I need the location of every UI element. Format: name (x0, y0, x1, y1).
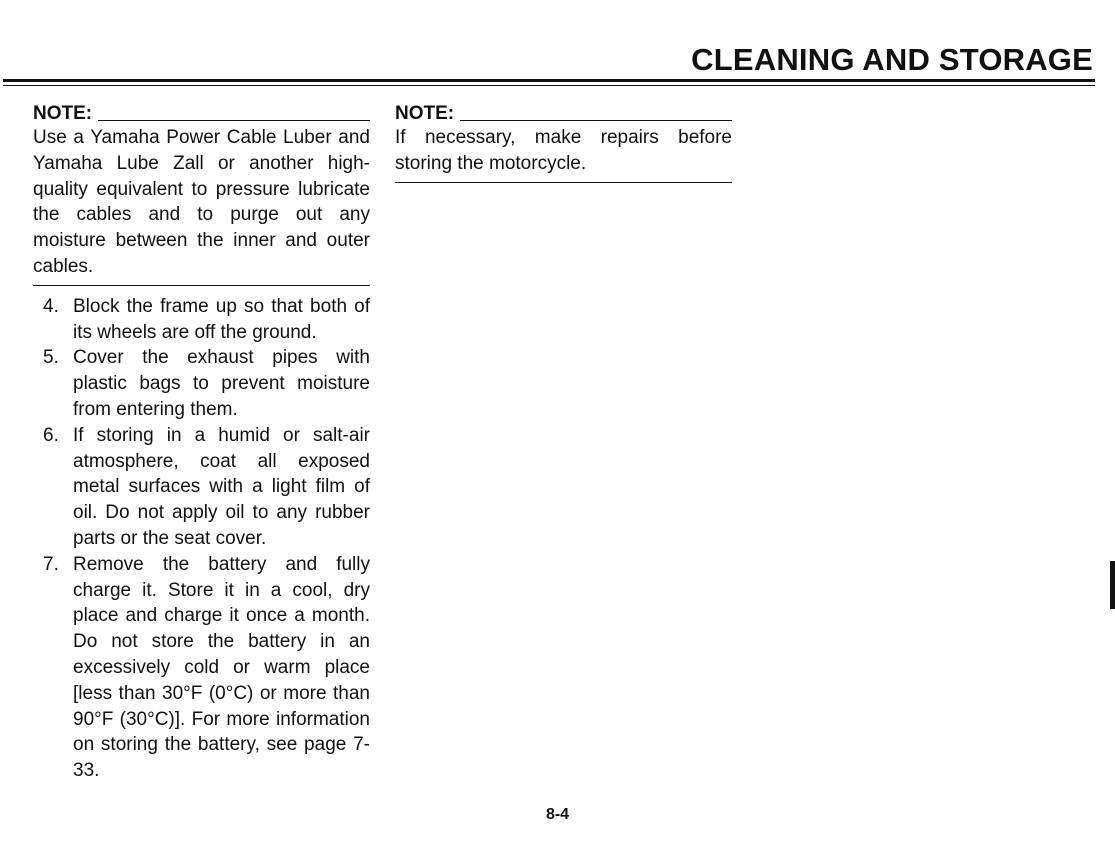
header-rule-thick (3, 79, 1095, 82)
right-column (395, 99, 732, 183)
page-title: CLEANING AND STORAGE (691, 42, 1093, 77)
note-heading (33, 99, 370, 125)
note-box-cable-lubrication (33, 99, 370, 286)
step-number: 6. (43, 424, 59, 446)
section-tab-marker (1110, 561, 1115, 609)
page-number: 8-4 (545, 806, 570, 823)
step-text: Cover the exhaust pipes with plastic bags to prevent moisture from entering them. (73, 347, 370, 420)
list-item-step-6 (33, 423, 370, 552)
note-heading-rule (98, 120, 370, 121)
step-number: 5. (43, 347, 59, 369)
storage-steps-list (33, 294, 370, 784)
list-item-step-5 (33, 345, 370, 422)
left-column (33, 99, 370, 784)
header-rule-thin (3, 85, 1095, 86)
step-text: If storing in a humid or salt-air atmosphere, coat all exposed metal surfaces with a light film of oil. Do not apply oil to any rubber parts or the seat cover. (73, 424, 370, 549)
note-heading-label: NOTE: (33, 103, 93, 124)
note-body: Use a Yamaha Power Cable Luber and Yamaha Lube Zall or another high-quality equivalent to pressure lubricate the cables and to purge out any moisture between the inner and outer cables. (33, 125, 370, 286)
note-box-repairs (395, 99, 732, 183)
note-heading (395, 99, 732, 125)
note-heading-label: NOTE: (395, 103, 455, 124)
step-text: Remove the battery and fully charge it. Store it in a cool, dry place and charge it once a month. Do not store the battery in an excessively cold or warm place [less than 30°F (0°C) or more than 90°F (30°C)]. For more information on storing the battery, see page 7-33. (73, 553, 370, 782)
step-number: 4. (43, 295, 59, 317)
list-item-step-7 (33, 552, 370, 784)
step-text: Block the frame up so that both of its wheels are off the ground. (73, 295, 370, 343)
note-body: If necessary, make repairs before storing the motorcycle. (395, 125, 732, 183)
step-number: 7. (43, 553, 59, 575)
note-heading-rule (460, 120, 732, 121)
list-item-step-4 (33, 294, 370, 346)
